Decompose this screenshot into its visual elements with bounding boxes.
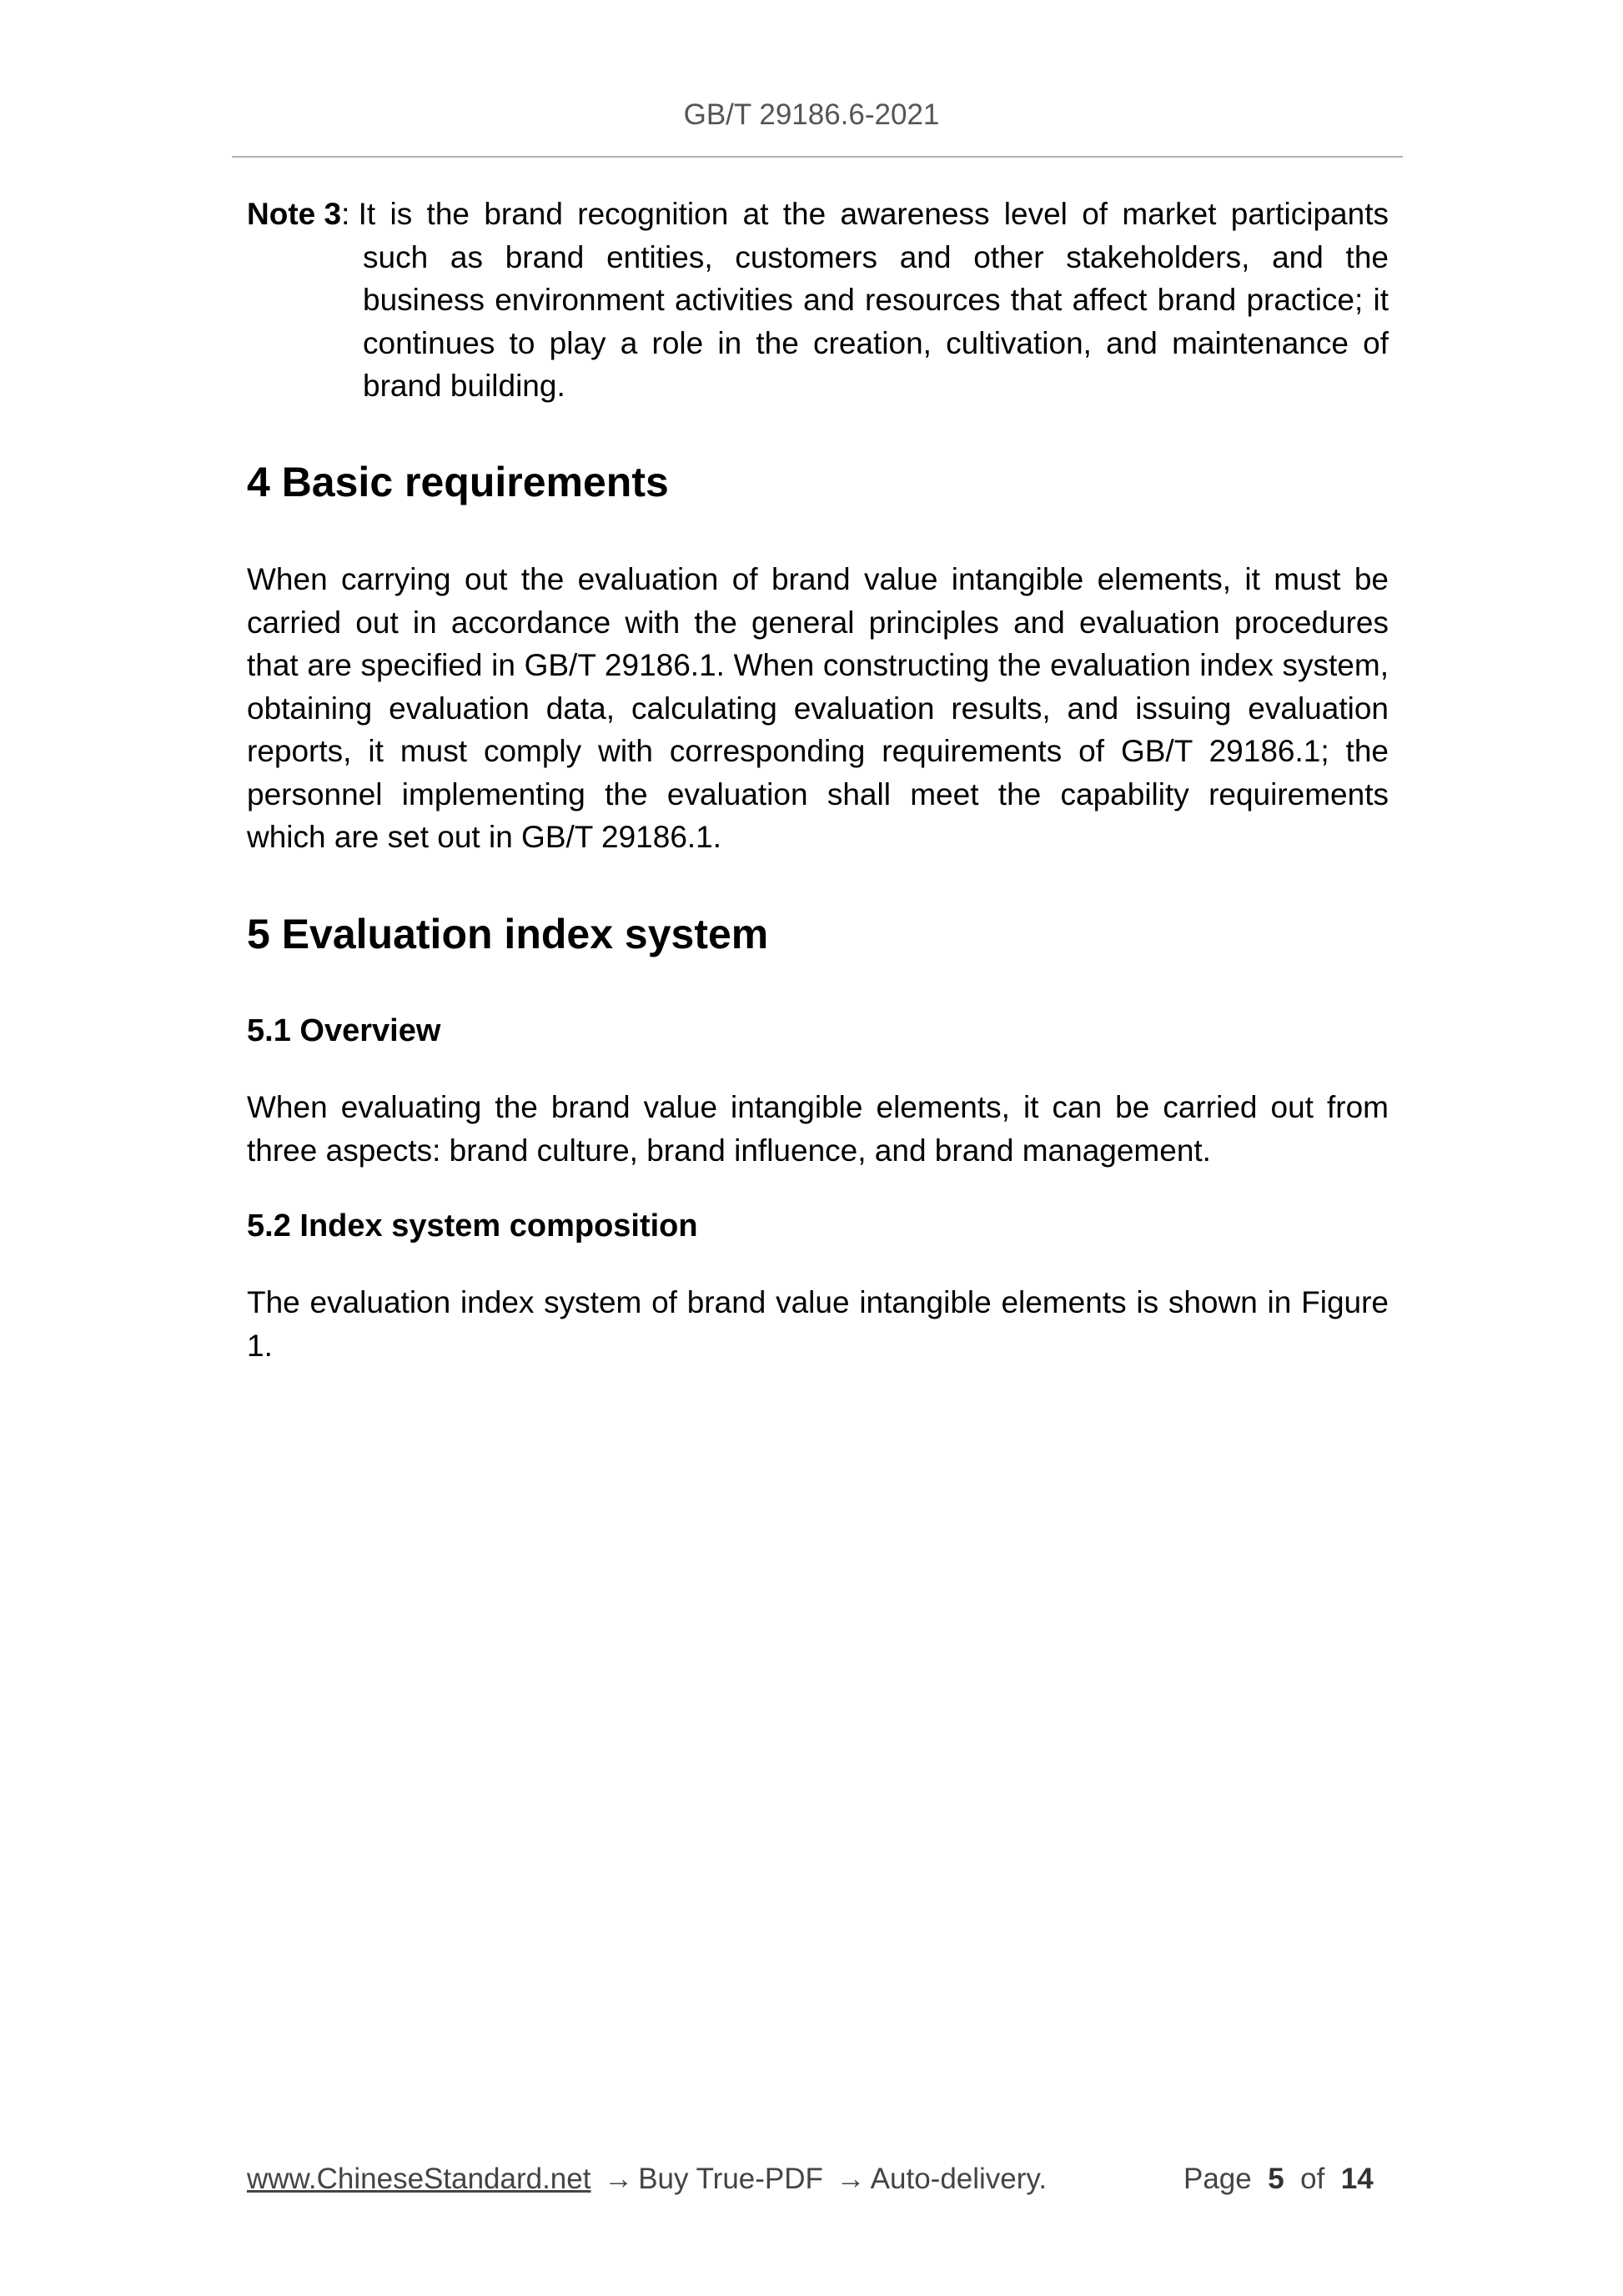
buy-true-pdf-text: Buy True-PDF xyxy=(638,2163,823,2195)
page-current: 5 xyxy=(1268,2163,1284,2195)
note-3-first-line xyxy=(247,193,1389,236)
section-5-heading: 5 Evaluation index system xyxy=(247,911,769,957)
document-code-header: GB/T 29186.6-2021 xyxy=(683,98,940,131)
note-3-first-text: It is the brand recognition at the awareness level of market participants xyxy=(358,197,1389,231)
arrow-right-icon: → xyxy=(604,2163,634,2195)
header-divider xyxy=(232,156,1403,158)
section-4-paragraph: When carrying out the evaluation of brand value intangible elements, it must be carried out in accordance with the general principles and evaluation procedures that are specified in GB/T 29186.1. When constructing the evaluation index system, obtaining evaluation data, calculating evaluation results, and issuing evaluation reports, it must comply with corresponding requirements of GB/T 29186.1; the personnel implementing the evaluation shall meet the capability requirements which are set out in GB/T 29186.1. xyxy=(247,562,1389,854)
footer-promo xyxy=(247,2160,1047,2198)
page-indicator xyxy=(1183,2160,1374,2198)
section-5-2-paragraph: The evaluation index system of brand value intangible elements is shown in Figure 1. xyxy=(247,1285,1389,1363)
page-of-label: of xyxy=(1300,2163,1325,2195)
section-5-1-paragraph: When evaluating the brand value intangible elements, it can be carried out from three aspects: brand culture, brand influence, and brand management. xyxy=(247,1090,1389,1168)
section-4-heading: 4 Basic requirements xyxy=(247,459,669,505)
page-label: Page xyxy=(1183,2163,1252,2195)
page-total: 14 xyxy=(1340,2163,1374,2195)
note-3-label: Note 3 xyxy=(247,197,342,231)
section-5-2-heading: 5.2 Index system composition xyxy=(247,1208,698,1243)
note-3-colon: : xyxy=(341,197,359,231)
chinesestandard-link[interactable]: www.ChineseStandard.net xyxy=(247,2163,591,2195)
section-5-1-heading: 5.1 Overview xyxy=(247,1013,441,1048)
auto-delivery-text: Auto-delivery. xyxy=(870,2163,1048,2195)
note-3 xyxy=(247,193,1389,408)
arrow-right-icon: → xyxy=(836,2163,866,2195)
note-3-continuation: such as brand entities, customers and other stakeholders, and the business environment activities and resources that affect brand practice; it continues to play a role in the creation, cultivation, and maintenance of brand building. xyxy=(363,239,1389,403)
